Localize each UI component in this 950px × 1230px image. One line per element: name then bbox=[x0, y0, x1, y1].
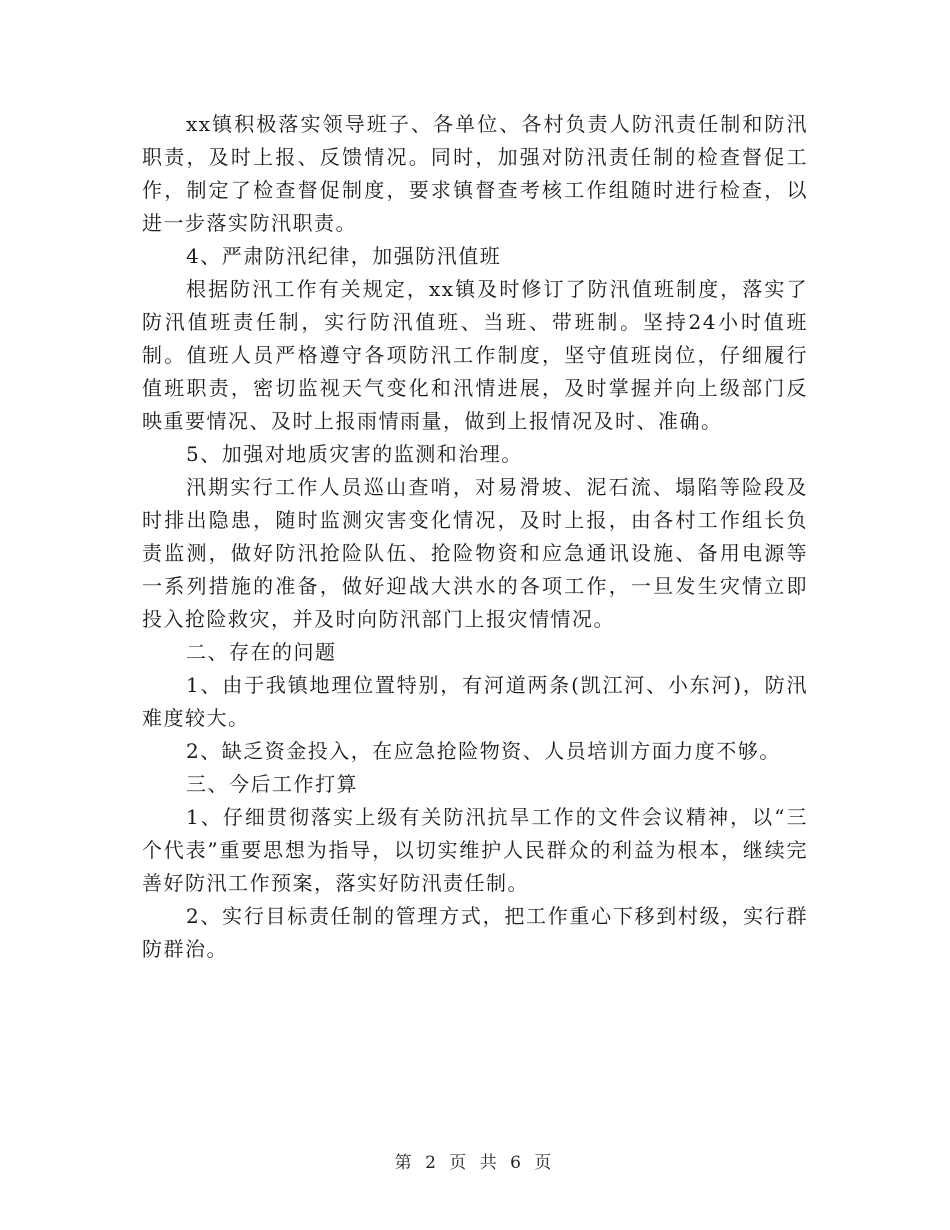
body-paragraph: 汛期实行工作人员巡山查哨，对易滑坡、泥石流、塌陷等险段及时排出隐患，随时监测灾害变化情况，及时上报，由各村工作组长负责监测，做好防汛抢险队伍、抢险物资和应急通讯设施、备用电源等一系列措施的准备，做好迎战大洪水的各项工作，一旦发生灾情立即投入抢险救灾，并及时向防汛部门上报灾情情况。 bbox=[142, 475, 808, 631]
body-paragraph: xx镇积极落实领导班子、各单位、各村负责人防汛责任制和防汛职责，及时上报、反馈情况。同时，加强对防汛责任制的检查督促工作，制定了检查督促制度，要求镇督查考核工作组随时进行检查，以进一步落实防汛职责。 bbox=[142, 112, 808, 235]
section-heading: 三、今后工作打算 bbox=[186, 772, 358, 796]
body-paragraph: 1、仔细贯彻落实上级有关防汛抗旱工作的文件会议精神，以“三个代表”重要思想为指导，以切实维护人民群众的利益为根本，继续完善好防汛工作预案，落实好防汛责任制。 bbox=[142, 805, 808, 895]
body-paragraph: 2、实行目标责任制的管理方式，把工作重心下移到村级，实行群防群治。 bbox=[142, 904, 808, 961]
page-number-footer: 第 2 页 共 6 页 bbox=[394, 1153, 556, 1173]
section-subheading: 5、加强对地质灾害的监测和治理。 bbox=[186, 442, 523, 466]
body-paragraph: 根据防汛工作有关规定，xx镇及时修订了防汛值班制度，落实了防汛值班责任制，实行防汛值班、当班、带班制。坚持24小时值班制。值班人员严格遵守各项防汛工作制度，坚守值班岗位，仔细履行值班职责，密切监视天气变化和汛情进展，及时掌握并向上级部门反映重要情况、及时上报雨情雨量，做到上报情况及时、准确。 bbox=[142, 277, 808, 433]
body-paragraph: 1、由于我镇地理位置特别，有河道两条(凯江河、小东河)，防汛难度较大。 bbox=[142, 673, 808, 730]
body-paragraph: 2、缺乏资金投入，在应急抢险物资、人员培训方面力度不够。 bbox=[186, 739, 781, 763]
section-subheading: 4、严肃防汛纪律，加强防汛值班 bbox=[186, 244, 502, 268]
document-body bbox=[142, 108, 808, 966]
section-heading: 二、存在的问题 bbox=[186, 640, 337, 664]
